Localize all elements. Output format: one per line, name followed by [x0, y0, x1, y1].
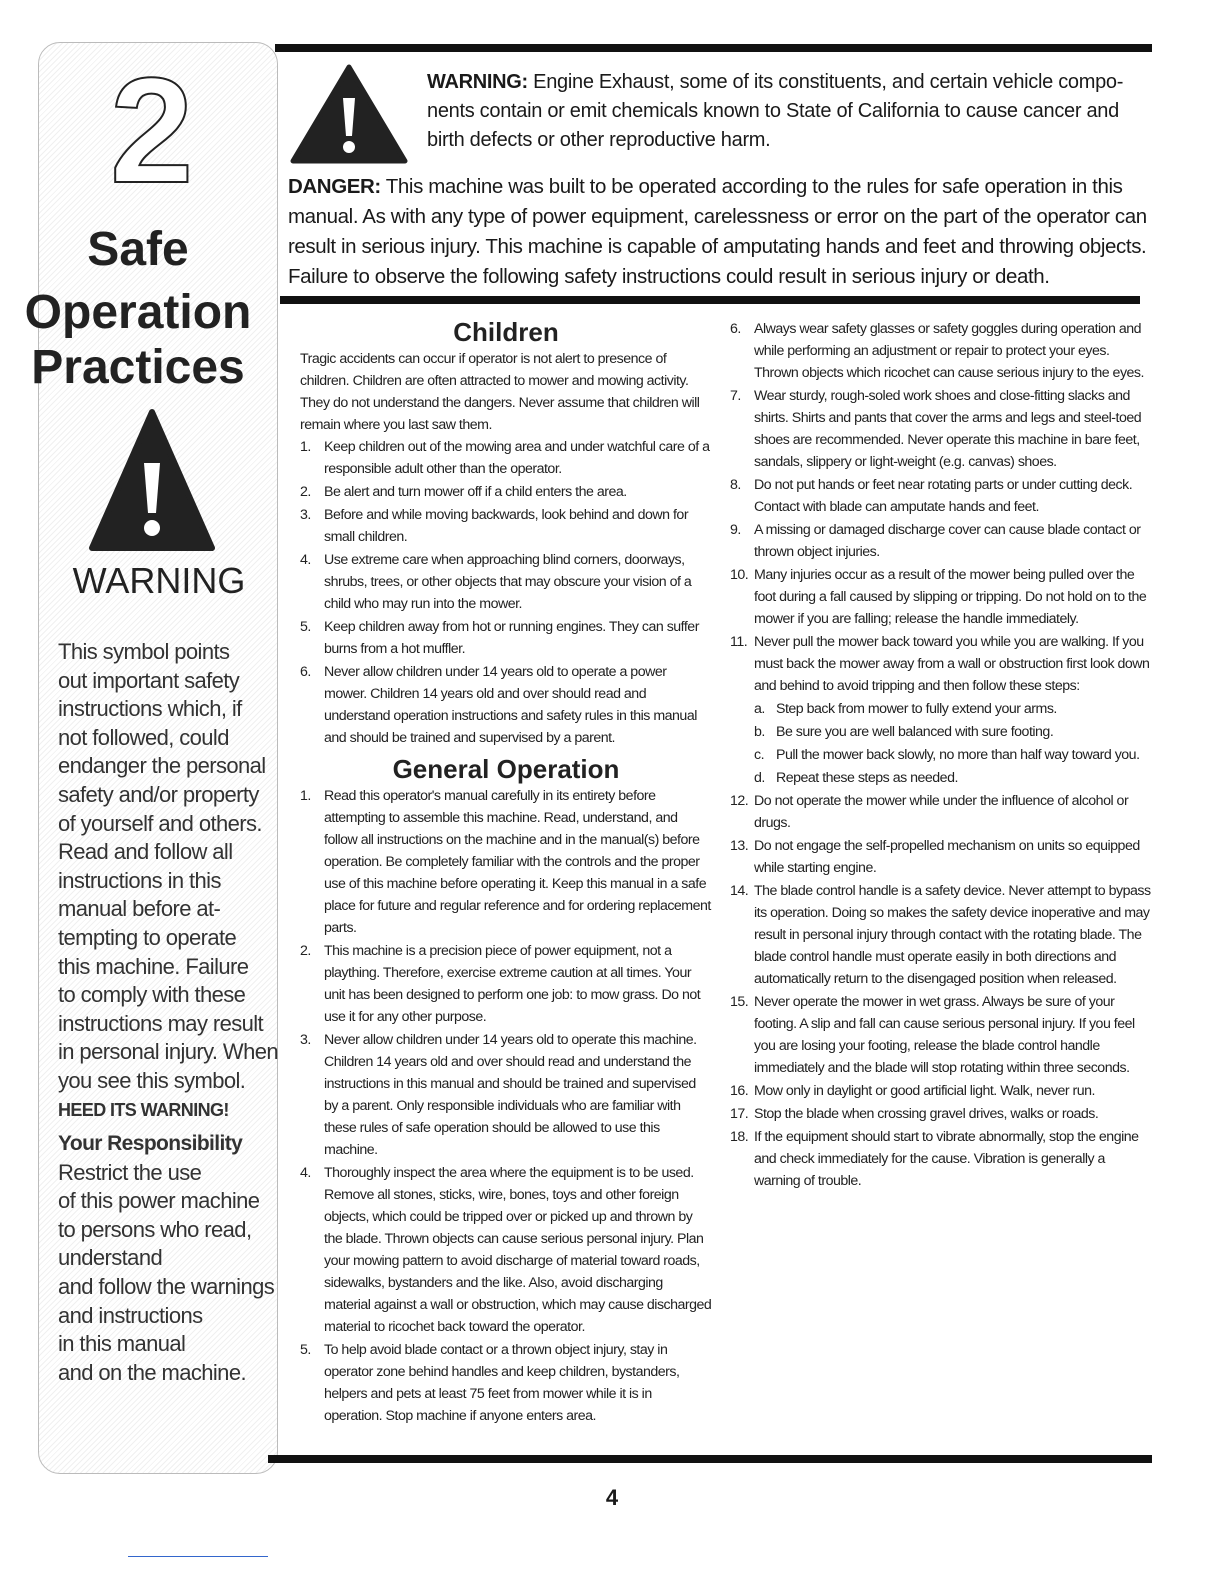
item-number: 5.: [300, 619, 311, 635]
item-number: 15.: [730, 994, 749, 1010]
sidebar-line: of this power machine: [58, 1188, 260, 1214]
list-item: [730, 991, 1154, 1079]
item-text: Be sure you are well balanced with sure footing.: [776, 724, 1054, 740]
sidebar-line: to comply with these: [58, 982, 246, 1008]
sidebar-line: endanger the personal: [58, 753, 266, 779]
sidebar-text: [58, 638, 278, 1387]
sidebar-line: in personal injury. When: [58, 1039, 278, 1065]
item-text: Never pull the mower back toward you while you are walking. If you must back the mower away from a wall or obstruction first look down and behind to avoid tripping and then follow these steps:: [754, 634, 1150, 694]
item-text: Do not operate the mower while under the influence of alcohol or drugs.: [754, 793, 1129, 831]
sidebar-line: in this manual: [58, 1331, 186, 1357]
list-item: [300, 616, 712, 660]
item-text: Step back from mower to fully extend your arms.: [776, 701, 1057, 717]
list-item: [730, 1126, 1154, 1192]
sidebar-line: Restrict the use: [58, 1159, 202, 1185]
list-item: [730, 835, 1154, 879]
item-text: Before and while moving backwards, look behind and down for small children.: [324, 507, 689, 545]
sidebar-line: Read and follow all: [58, 839, 233, 865]
item-text: A missing or damaged discharge cover can cause blade contact or thrown object injuries.: [754, 522, 1141, 560]
sidebar-line: of yourself and others.: [58, 810, 262, 836]
item-text: Stop the blade when crossing gravel drives, walks or roads.: [754, 1106, 1099, 1122]
list-item: [300, 436, 712, 480]
sidebar-line: safety and/or property: [58, 781, 259, 807]
item-text: Do not put hands or feet near rotating parts or under cutting deck. Contact with blade can amputate hands and feet.: [754, 477, 1133, 515]
sidebar-line: This symbol points: [58, 639, 230, 664]
sidebar-line: and follow the warnings: [58, 1274, 275, 1300]
item-text: Many injuries occur as a result of the mower being pulled over the foot during a fall caused by slipping or tripping. Do not hold on to the mower if you are falling; release the handle immediately.: [754, 567, 1147, 627]
item-number: 2.: [300, 943, 311, 959]
item-number: 16.: [730, 1083, 749, 1099]
item-text: Wear sturdy, rough-soled work shoes and close-fitting slacks and shirts. Shirts and pants that cover the arms and legs and steel-toed shoes are recommended. Never operate this machine in bare feet, sandals, slippery or light-weight (e.g. canvas) shoes.: [754, 388, 1142, 470]
item-number: 8.: [730, 477, 741, 493]
list-item: [300, 1339, 712, 1427]
item-number: 10.: [730, 567, 749, 583]
page-number: 4: [605, 1485, 619, 1510]
item-text: Do not engage the self-propelled mechanism on units so equipped while starting engine.: [754, 838, 1140, 876]
item-number: 11.: [730, 634, 748, 650]
item-text: Repeat these steps as needed.: [776, 770, 958, 786]
item-text: Never allow children under 14 years old to operate this machine. Children 14 years old and over should read and understand the instructions in this manual and should be trained and supervised by a parent. Only responsible individuals who are familiar with these rules of safe operation should be allowed to use this machine.: [324, 1032, 697, 1158]
item-number: c.: [754, 747, 765, 763]
item-number: b.: [754, 724, 765, 740]
list-item: [754, 744, 1154, 766]
item-text: Pull the mower back slowly, no more than half way toward you.: [776, 747, 1140, 763]
list-item: [730, 474, 1154, 518]
sidebar-line: understand: [58, 1245, 163, 1271]
warning-triangle-icon: [88, 408, 216, 553]
item-text: Never allow children under 14 years old to operate a power mower. Children 14 years old and over should read and understand operation instructions and safety rules in this manual and should be trained and supervised by a parent.: [324, 664, 697, 746]
list-item: [730, 631, 1154, 697]
item-text: Never operate the mower in wet grass. Always be sure of your footing. A slip and fall can cause serious personal injury. If you feel you are losing your footing, release the blade control handle immediately and the blade will stop rotating within three seconds.: [754, 994, 1135, 1076]
item-number: 4.: [300, 1165, 311, 1181]
item-text: Mow only in daylight or good artificial light. Walk, never run.: [754, 1083, 1095, 1099]
list-item: [300, 481, 712, 503]
list-item: [300, 504, 712, 548]
chapter-title-line: Safe: [87, 223, 189, 276]
list-item: [730, 1080, 1154, 1102]
warning-label: WARNING:: [427, 71, 528, 93]
item-text: To help avoid blade contact or a thrown object injury, stay in operator zone behind handles and keep children, bystanders, helpers and pets at least 75 feet from mower while it is in operation. Stop machine if anyone enters area.: [324, 1342, 680, 1424]
item-number: 6.: [300, 664, 311, 680]
right-column: [730, 318, 1154, 1193]
sidebar-line: out important safety: [58, 667, 240, 693]
sidebar-line: instructions in this: [58, 867, 221, 893]
item-number: 9.: [730, 522, 741, 538]
item-text: Read this operator's manual carefully in its entirety before attempting to assemble this machine. Read, understand, and follow all instructions on the machine and in the manual(s) before operation. Be completely familiar with the controls and the proper use of this machine before operating it. Keep this manual in a safe place for future and regular reference and for ordering replacement parts.: [324, 788, 711, 936]
item-number: 5.: [300, 1342, 311, 1358]
list-item: [730, 1103, 1154, 1125]
bottom-divider: [268, 1455, 1152, 1463]
sidebar-line: to persons who read,: [58, 1216, 252, 1242]
list-item: [754, 767, 1154, 789]
item-number: 13.: [730, 838, 749, 854]
item-text: The blade control handle is a safety device. Never attempt to bypass its operation. Doing so makes the safety device inoperative and may result in personal injury through contact with the rotating blade. The blade control handle must operate easily in both directions and automatically return to the disengaged position when released.: [754, 883, 1151, 987]
list-item: [730, 519, 1154, 563]
danger-text: This machine was built to be operated according to the rules for safe operation in this manual. As with any type of power equipment, carelessness or error on the part of the operator can result in serious injury. This machine is capable of amputating hands and feet and throwing objects. Failure to observe the following safety instructions could result in serious injury or death.: [288, 175, 1147, 288]
list-item: [300, 785, 712, 939]
list-item: [730, 790, 1154, 834]
item-number: 18.: [730, 1129, 749, 1145]
list-item: [300, 549, 712, 615]
general-operation-heading: General Operation: [392, 754, 620, 784]
item-number: 6.: [730, 321, 741, 337]
sidebar-line: manual before at-: [58, 896, 221, 922]
section-divider: [280, 296, 1140, 304]
children-intro: Tragic accidents can occur if operator is not alert to presence of children. Children are often attracted to mower and mowing activity. They do not understand the dangers. Never assume that children will remain where you last saw them.: [300, 351, 700, 433]
list-item: [730, 385, 1154, 473]
warning-label: WARNING: [72, 560, 246, 601]
item-text: Keep children away from hot or running engines. They can suffer burns from a hot muffler.: [324, 619, 699, 657]
california-warning: [427, 68, 1147, 155]
sidebar-line: tempting to operate: [58, 924, 237, 950]
list-item: [300, 1162, 712, 1338]
chapter-title-line: Operation: [24, 286, 252, 339]
item-number: 17.: [730, 1106, 749, 1122]
sidebar-line: not followed, could: [58, 724, 229, 750]
item-text: Be alert and turn mower off if a child enters the area.: [324, 484, 627, 500]
sidebar-line: this machine. Failure: [58, 953, 249, 979]
list-item: [300, 1029, 712, 1161]
responsibility-heading: Your Responsibility: [58, 1132, 243, 1156]
item-text: This machine is a precision piece of power equipment, not a plaything. Therefore, exercise extreme caution at all times. Your unit has been designed to perform one job: to mow grass. Do not use it for any other purpose.: [324, 943, 701, 1025]
bottom-rule: [128, 1556, 268, 1557]
item-text: Keep children out of the mowing area and under watchful care of a responsible adult other than the operator.: [324, 439, 710, 477]
list-item: [730, 564, 1154, 630]
danger-notice: [288, 172, 1158, 292]
list-item: [730, 880, 1154, 990]
list-item: [300, 940, 712, 1028]
list-item: [754, 698, 1154, 720]
sidebar-line: instructions which, if: [58, 696, 242, 722]
item-text: Use extreme care when approaching blind corners, doorways, shrubs, trees, or other objects that may obscure your vision of a child who may run into the mower.: [324, 552, 692, 612]
list-item: [300, 661, 712, 749]
sidebar-line: and on the machine.: [58, 1359, 246, 1385]
sidebar-line: instructions may result: [58, 1010, 264, 1036]
item-number: 4.: [300, 552, 311, 568]
item-text: If the equipment should start to vibrate abnormally, stop the engine and check immediately for the cause. Vibration is generally a warning of trouble.: [754, 1129, 1139, 1189]
middle-column: [300, 316, 712, 1428]
item-number: 2.: [300, 484, 311, 500]
item-number: 3.: [300, 507, 311, 523]
chapter-number: 2: [110, 46, 194, 214]
item-number: 12.: [730, 793, 749, 809]
item-text: Always wear safety glasses or safety goggles during operation and while performing an adjustment or repair to protect your eyes. Thrown objects which ricochet can cause serious injury to the eyes.: [754, 321, 1144, 381]
item-number: 3.: [300, 1032, 311, 1048]
warning-triangle-icon: [290, 64, 408, 164]
warning-text: Engine Exhaust, some of its constituents, and certain vehicle compo-nents contain or emit chemicals known to State of California to cause cancer and birth defects or other reproductive harm.: [427, 71, 1124, 151]
item-number: d.: [754, 770, 765, 786]
list-item: [730, 318, 1154, 384]
item-number: 1.: [300, 439, 311, 455]
item-number: 1.: [300, 788, 311, 804]
list-item: [754, 721, 1154, 743]
heed-warning: HEED ITS WARNING!: [58, 1099, 229, 1120]
chapter-title-line: Practices: [31, 341, 245, 394]
item-number: 14.: [730, 883, 749, 899]
top-divider: [275, 44, 1152, 52]
children-heading: Children: [453, 317, 559, 347]
item-text: Thoroughly inspect the area where the equipment is to be used. Remove all stones, sticks, wire, bones, toys and other foreign objects, which could be tripped over or picked up and thrown by the blade. Thrown objects can cause serious personal injury. Plan your mowing pattern to avoid discharge of material toward roads, sidewalks, bystanders and the like. Also, avoid discharging material against a wall or obstruction, which may cause discharged material to ricochet back toward the operator.: [324, 1165, 712, 1335]
sidebar-line: and instructions: [58, 1302, 203, 1328]
item-number: 7.: [730, 388, 741, 404]
item-number: a.: [754, 701, 765, 717]
sidebar-line: you see this symbol.: [58, 1067, 246, 1093]
danger-label: DANGER:: [288, 175, 381, 198]
